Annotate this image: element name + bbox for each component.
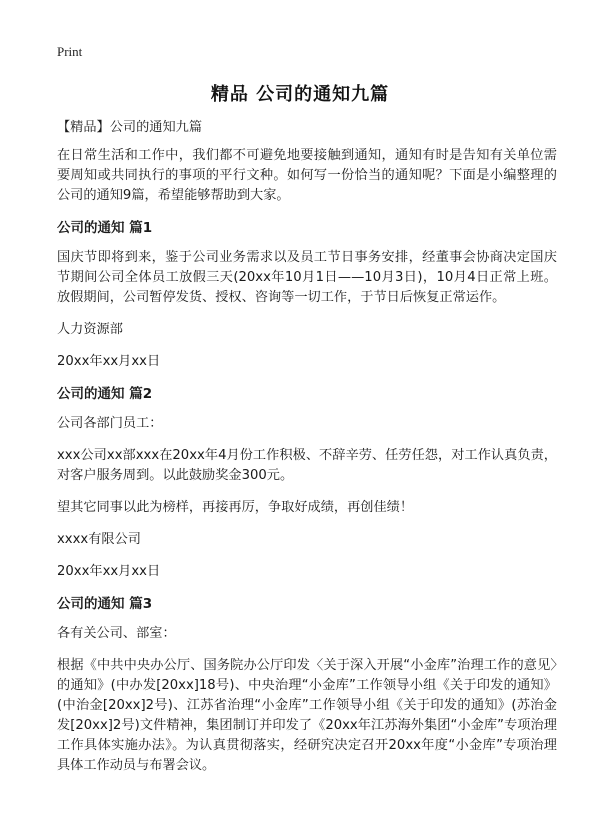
section-heading-3: 公司的通知 篇3	[57, 596, 153, 612]
section-2-date: 20xx年xx月xx日	[57, 564, 161, 579]
intro-subtitle: 【精品】公司的通知九篇	[57, 120, 203, 135]
section-2-signature: xxxx有限公司	[57, 532, 141, 547]
section-2-paragraph: xxx公司xx部xxx在20xx年4月份工作积极、不辞辛劳、任劳任怨，对工作认真负责，对客户服务周到。以此鼓励奖金300元。	[57, 448, 557, 483]
document-title: 精品 公司的通知九篇	[210, 84, 390, 105]
section-3-paragraph: 根据《中共中央办公厅、国务院办公厅印发〈关于深入开展“小金库”治理工作的意见〉的通知》(中办发[20xx]18号)、中央治理“小金库”工作领导小组《关于印发的通知》(中治金[20xx]2号)、江苏省治理“小金库”工作领导小组《关于印发的通知》(苏治金发[20xx]2号)文件精神，集团制订并印发了《20xx年江苏海外集团“小金库”专项治理工作具体实施办法》。为认真贯彻落实，经研究决定召开20xx年度“小金库”专项治理具体工作动员与布署会议。	[57, 658, 557, 773]
document-body	[57, 118, 557, 788]
section-1-signature: 人力资源部	[57, 322, 123, 337]
section-heading-1: 公司的通知 篇1	[57, 220, 153, 236]
section-3-salutation: 各有关公司、部室：	[57, 626, 176, 641]
print-label: Print	[57, 44, 83, 59]
intro-paragraph: 在日常生活和工作中，我们都不可避免地要接触到通知，通知有时是告知有关单位需要周知或共同执行的事项的平行文种。如何写一份恰当的通知呢？下面是小编整理的公司的通知9篇，希望能够帮助到大家。	[57, 148, 557, 203]
section-1-date: 20xx年xx月xx日	[57, 354, 161, 369]
section-heading-2: 公司的通知 篇2	[57, 386, 153, 402]
section-2-salutation: 公司各部门员工：	[57, 416, 163, 431]
section-1-paragraph: 国庆节即将到来，鉴于公司业务需求以及员工节日事务安排，经董事会协商决定国庆节期间公司全体员工放假三天(20xx年10月1日——10月3日)，10月4日正常上班。放假期间，公司暂停发货、授权、咨询等一切工作，于节日后恢复正常运作。	[57, 250, 557, 305]
section-2-encouragement: 望其它同事以此为榜样，再接再厉，争取好成绩，再创佳绩！	[57, 500, 414, 515]
